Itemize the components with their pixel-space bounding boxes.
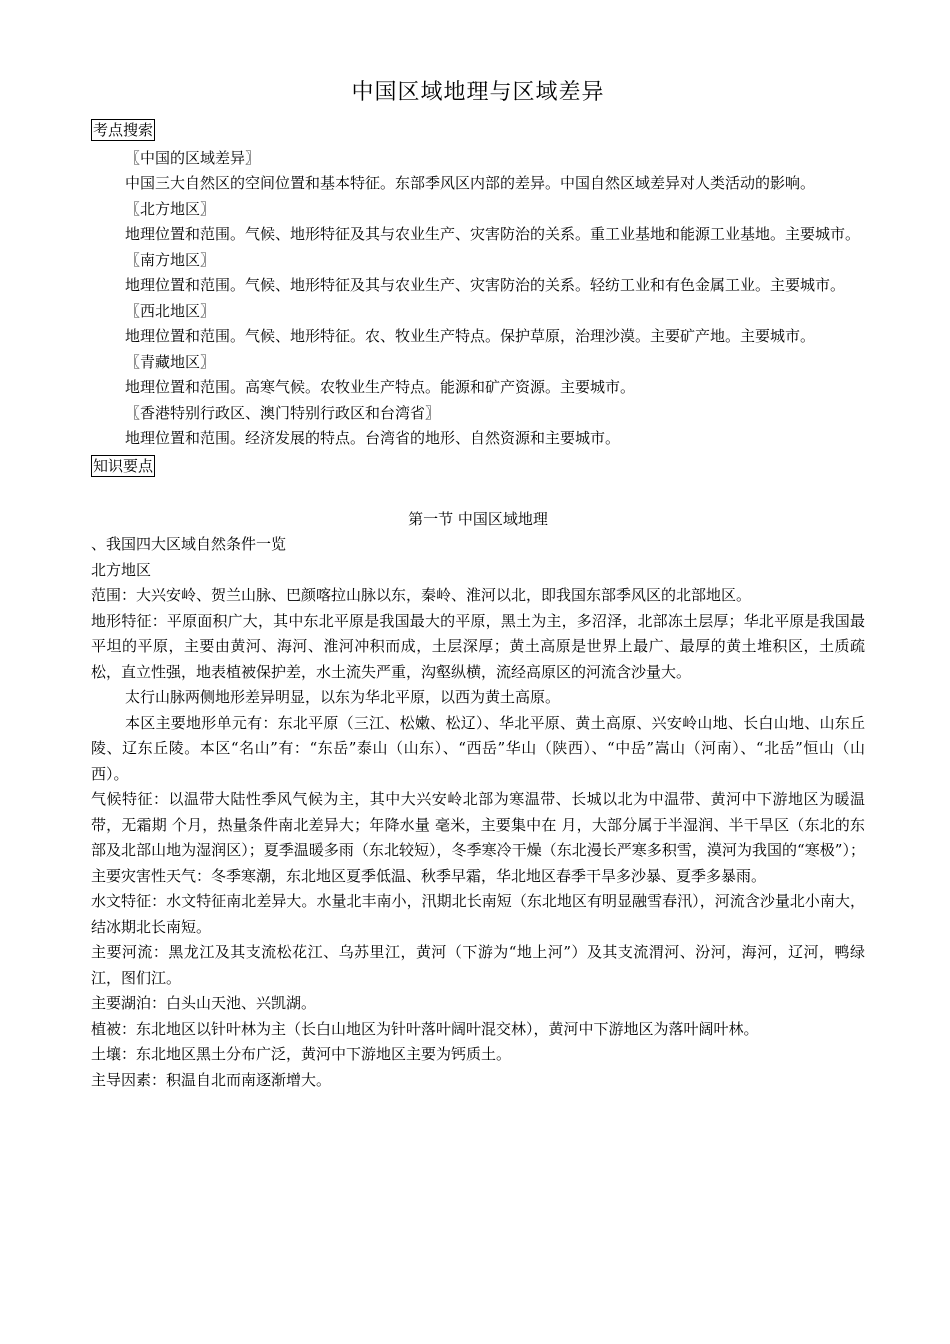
knowledge-points-section (91, 454, 865, 480)
topic-5 (91, 401, 865, 452)
soil: 土壤：东北地区黑土分布广泛，黄河中下游地区主要为钙质土。 (91, 1045, 512, 1063)
topic-text: 地理位置和范围。气候、地形特征及其与农业生产、灾害防治的关系。轻纺工业和有色金属工业。主要城市。 (125, 276, 846, 294)
section-heading: 第一节 中国区域地理 (408, 509, 548, 528)
landform-units: 本区主要地形单元有：东北平原（三江、松嫩、松辽）、华北平原、黄土高原、兴安岭山地、长白山地、山东丘陵、辽东丘陵。本区“名山”有：“东岳”泰山（山东）、“西岳”华山（陕西）、“中岳”嵩山（河南）、“北岳”恒山（山西）。 (91, 713, 865, 783)
topic-0 (91, 146, 865, 197)
topic-heading: 〖香港特别行政区、澳门特别行政区和台湾省〗 (125, 403, 441, 422)
topic-4 (91, 350, 865, 401)
climate-features: 气候特征：以温带大陆性季风气候为主，其中大兴安岭北部为寒温带、长城以北为中温带、黄河中下游地区为暖温带，无霜期 个月，热量条件南北差异大；年降水量 毫米，主要集中在 月，大部分属于半湿润、半干旱区（东北的东部及北部山地为湿润区）；夏季温暖多雨（东北较短），冬季寒冷干燥（东北漫长严寒多积雪，漠河为我国的“寒极”）；主要灾害性天气：冬季寒潮，东北地区夏季低温、秋季早霜，华北地区春季干旱多沙暴、夏季多暴雨。 (91, 790, 865, 885)
topic-heading: 〖西北地区〗 (125, 301, 216, 320)
topic-text: 中国三大自然区的空间位置和基本特征。东部季风区内部的差异。中国自然区域差异对人类活动的影响。 (125, 174, 816, 192)
main-lakes: 主要湖泊：白头山天池、兴凯湖。 (91, 994, 317, 1012)
topic-heading: 〖中国的区域差异〗 (125, 148, 261, 167)
topic-text: 地理位置和范围。高寒气候。农牧业生产特点。能源和矿产资源。主要城市。 (125, 378, 636, 396)
knowledge-points-label: 知识要点 (93, 456, 154, 475)
topic-text: 地理位置和范围。气候、地形特征。农、牧业生产特点。保护草原，治理沙漠。主要矿产地。主要城市。 (125, 327, 816, 345)
topic-heading: 〖青藏地区〗 (125, 352, 216, 371)
vegetation: 植被：东北地区以针叶林为主（长白山地区为针叶落叶阔叶混交林），黄河中下游地区为落叶阔叶林。 (91, 1019, 759, 1038)
exam-search-label: 考点搜索 (93, 121, 154, 139)
region-range: 范围：大兴安岭、贺兰山脉、巴颜喀拉山脉以东，秦岭、淮河以北，即我国东部季风区的北部地区。 (91, 586, 752, 604)
topic-text: 地理位置和范围。经济发展的特点。台湾省的地形、自然资源和主要城市。 (125, 429, 621, 447)
document-page (91, 78, 865, 1093)
topic-1 (91, 197, 865, 248)
topic-3 (91, 299, 865, 350)
section-subheading: 、我国四大区域自然条件一览 (91, 535, 287, 553)
region-name: 北方地区 (91, 560, 152, 579)
document-title: 中国区域地理与区域差异 (351, 80, 605, 105)
topic-heading: 〖北方地区〗 (125, 199, 216, 218)
taihang-note: 太行山脉两侧地形差异明显，以东为华北平原，以西为黄土高原。 (125, 688, 561, 706)
hydrology-features: 水文特征：水文特征南北差异大。水量北丰南小，汛期北长南短（东北地区有明显融雪春汛），河流含沙量北小南大，结冰期北长南短。 (91, 892, 865, 936)
topic-text: 地理位置和范围。气候、地形特征及其与农业生产、灾害防治的关系。重工业基地和能源工业基地。主要城市。 (125, 225, 861, 243)
dominant-factor: 主导因素：积温自北而南逐渐增大。 (91, 1070, 332, 1089)
exam-search-section (91, 118, 865, 144)
topic-2 (91, 248, 865, 299)
main-rivers: 主要河流：黑龙江及其支流松花江、乌苏里江，黄河（下游为“地上河”）及其支流渭河、汾河，海河，辽河，鸭绿江，图们江。 (91, 943, 865, 987)
topic-heading: 〖南方地区〗 (125, 250, 216, 269)
blank-line (91, 481, 865, 507)
terrain-features: 地形特征：平原面积广大，其中东北平原是我国最大的平原，黑土为主，多沼泽，北部冻土层厚；华北平原是我国最平坦的平原，主要由黄河、海河、淮河冲积而成，土层深厚；黄土高原是世界上最广、最厚的黄土堆积区，土质疏松，直立性强，地表植被保护差，水土流失严重，沟壑纵横，流经高原区的河流含沙量大。 (91, 611, 865, 681)
